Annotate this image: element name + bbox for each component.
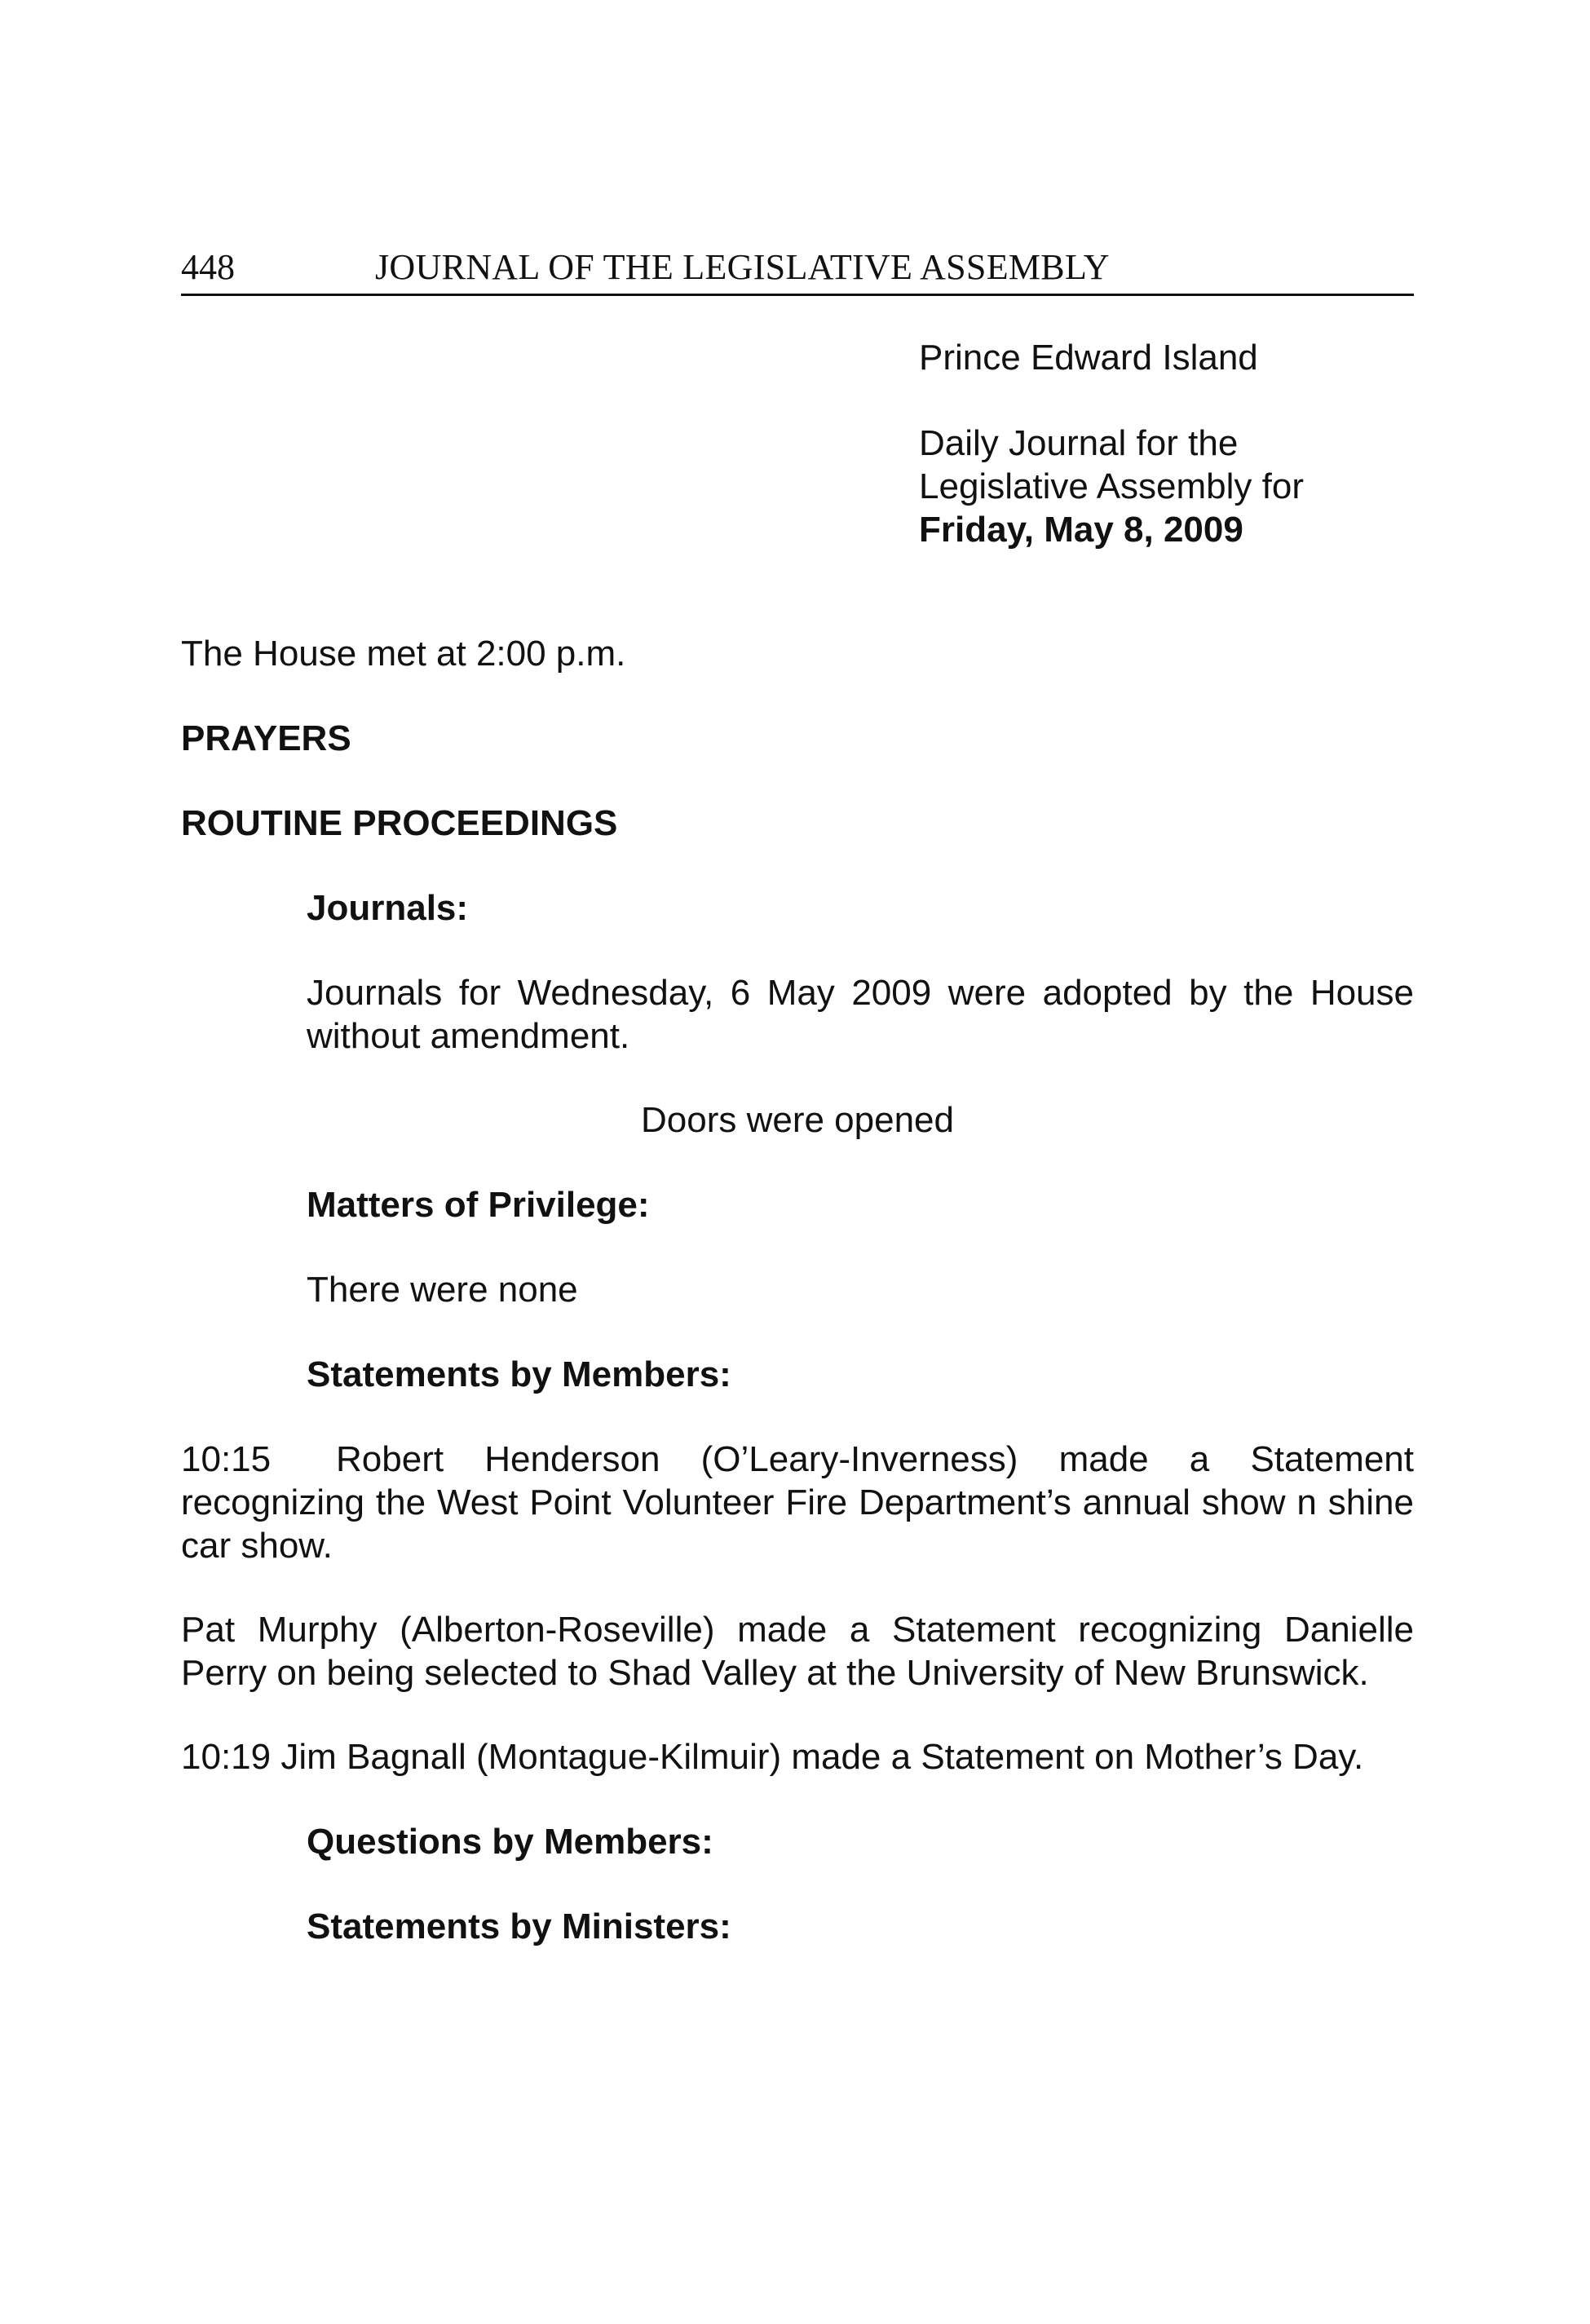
routine-proceedings-heading: ROUTINE PROCEEDINGS [181, 803, 618, 843]
prayers-heading: PRAYERS [181, 718, 351, 758]
statement-entry [181, 1735, 1414, 1778]
statement-text: Jim Bagnall (Montague-Kilmuir) made a Statement on Mother’s Day. [280, 1737, 1364, 1777]
province-name: Prince Edward Island [919, 338, 1258, 378]
journals-heading: Journals: [307, 888, 469, 928]
questions-members-heading: Questions by Members: [307, 1822, 713, 1862]
doors-opened: Doors were opened [640, 1100, 954, 1140]
statement-time: 10:15 [181, 1439, 272, 1479]
statement-entry [181, 1438, 1414, 1567]
privilege-text: There were none [307, 1270, 578, 1310]
title-gap [919, 379, 1424, 422]
statement-time: 10:19 [181, 1737, 272, 1777]
journals-text: Journals for Wednesday, 6 May 2009 were adopted by the House without amendment. [307, 973, 1414, 1056]
statement-text: Robert Henderson (O’Leary-Inverness) made a Statement recognizing the West Point Volunteer Fire Department’s annual show n shine car show. [181, 1439, 1414, 1566]
statement-entry [181, 1608, 1414, 1694]
privilege-heading: Matters of Privilege: [307, 1185, 650, 1225]
opening-line: The House met at 2:00 p.m. [181, 634, 626, 674]
title-block [919, 336, 1424, 551]
page-header [181, 243, 1414, 296]
journal-title: JOURNAL OF THE LEGISLATIVE ASSEMBLY [375, 247, 1110, 287]
statement-text: Pat Murphy (Alberton-Roseville) made a Statement recognizing Danielle Perry on being selected to Shad Valley at the University of New Brunswick. [181, 1610, 1414, 1693]
title-line-2: Legislative Assembly for [919, 466, 1304, 506]
statements-ministers-heading: Statements by Ministers: [307, 1906, 731, 1946]
statements-members-heading: Statements by Members: [307, 1354, 731, 1394]
title-line-1: Daily Journal for the [919, 423, 1239, 463]
sitting-date: Friday, May 8, 2009 [919, 510, 1243, 550]
page-number: 448 [181, 247, 235, 287]
